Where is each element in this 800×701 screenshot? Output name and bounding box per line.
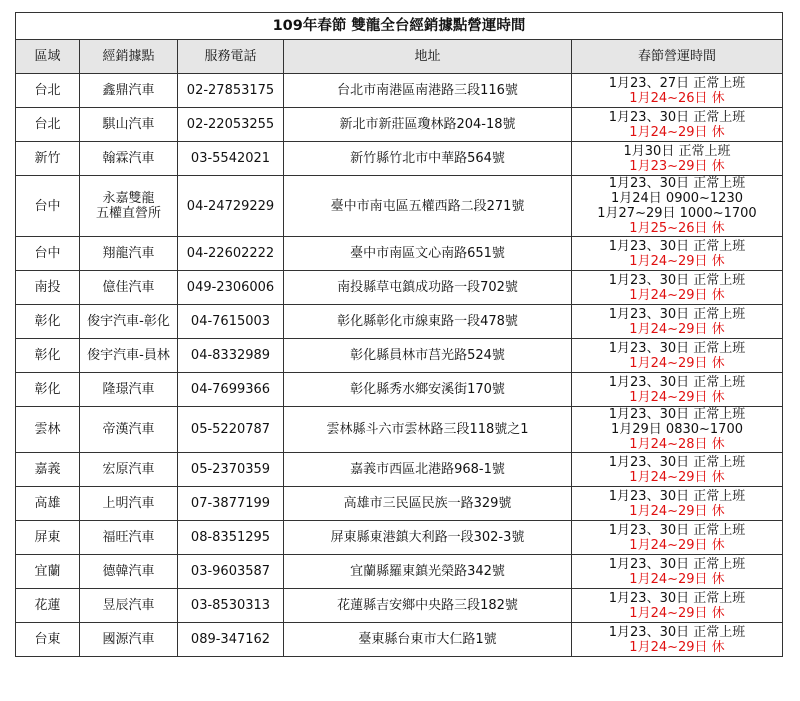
cell-region: 宜蘭 — [16, 555, 80, 589]
header-row — [16, 40, 783, 74]
closed-days: 1月24~29日 休 — [629, 639, 725, 655]
dealer-name-line: 億佳汽車 — [102, 280, 155, 295]
dealer-name-line: 翰霖汽車 — [102, 151, 155, 166]
cell-phone: 02-22053255 — [178, 108, 284, 142]
open-hours-line: 1月23、30日 正常上班 — [608, 306, 746, 322]
cell-address: 彰化縣員林市莒光路524號 — [284, 339, 572, 373]
cell-dealer — [80, 305, 178, 339]
open-hours-line: 1月29日 0830~1700 — [610, 422, 743, 437]
closed-days: 1月24~29日 休 — [629, 571, 725, 587]
cell-address: 屏東縣東港鎮大利路一段302-3號 — [284, 521, 572, 555]
cell-phone: 05-5220787 — [178, 407, 284, 453]
open-hours-line: 1月24日 0900~1230 — [610, 191, 743, 206]
title-row — [16, 13, 783, 40]
closed-days: 1月24~29日 休 — [629, 389, 725, 405]
open-hours-line: 1月23、30日 正常上班 — [608, 488, 746, 504]
table-body — [16, 74, 783, 657]
cell-hours — [572, 142, 783, 176]
cell-phone: 04-24729229 — [178, 176, 284, 237]
table-title: 109年春節 雙龍全台經銷據點營運時間 — [16, 13, 783, 40]
table-row — [16, 74, 783, 108]
open-hours-line: 1月23、30日 正常上班 — [608, 272, 746, 288]
cell-phone: 08-8351295 — [178, 521, 284, 555]
closed-days: 1月24~29日 休 — [629, 321, 725, 337]
cell-dealer — [80, 407, 178, 453]
cell-region: 台東 — [16, 623, 80, 657]
header-dealer: 經銷據點 — [80, 40, 178, 74]
cell-dealer — [80, 339, 178, 373]
header-region: 區域 — [16, 40, 80, 74]
cell-phone: 03-9603587 — [178, 555, 284, 589]
cell-dealer — [80, 74, 178, 108]
dealer-name-line: 俊宇汽車-彰化 — [87, 314, 170, 329]
dealer-name-line: 昱辰汽車 — [102, 598, 155, 613]
dealer-name-line: 國源汽車 — [102, 632, 155, 647]
cell-address: 彰化縣秀水鄉安溪街170號 — [284, 373, 572, 407]
table-row — [16, 487, 783, 521]
cell-region: 台北 — [16, 108, 80, 142]
cell-phone: 04-8332989 — [178, 339, 284, 373]
dealer-name-line: 翔龍汽車 — [102, 246, 155, 261]
open-hours-line: 1月23、30日 正常上班 — [608, 454, 746, 470]
closed-days: 1月24~29日 休 — [629, 469, 725, 485]
table-row — [16, 555, 783, 589]
cell-address: 高雄市三民區民族一路329號 — [284, 487, 572, 521]
table-row — [16, 271, 783, 305]
open-hours-line: 1月23、30日 正常上班 — [608, 522, 746, 538]
dealer-name-line: 宏原汽車 — [102, 462, 155, 477]
table-row — [16, 237, 783, 271]
open-hours-line: 1月23、30日 正常上班 — [608, 374, 746, 390]
cell-region: 花蓮 — [16, 589, 80, 623]
cell-region: 彰化 — [16, 305, 80, 339]
cell-region: 台北 — [16, 74, 80, 108]
table-row — [16, 453, 783, 487]
cell-address: 南投縣草屯鎮成功路一段702號 — [284, 271, 572, 305]
closed-days: 1月24~29日 休 — [629, 537, 725, 553]
closed-days: 1月24~28日 休 — [629, 437, 725, 452]
cell-address: 嘉義市西區北港路968-1號 — [284, 453, 572, 487]
table-row — [16, 373, 783, 407]
cell-hours — [572, 373, 783, 407]
cell-address: 台北市南港區南港路三段116號 — [284, 74, 572, 108]
cell-phone: 049-2306006 — [178, 271, 284, 305]
cell-phone: 04-22602222 — [178, 237, 284, 271]
closed-days: 1月23~29日 休 — [629, 158, 725, 174]
open-hours-line: 1月27~29日 1000~1700 — [597, 206, 757, 221]
cell-address: 雲林縣斗六市雲林路三段118號之1 — [284, 407, 572, 453]
header-phone: 服務電話 — [178, 40, 284, 74]
cell-phone: 04-7615003 — [178, 305, 284, 339]
dealer-name-line: 鑫鼎汽車 — [102, 83, 155, 98]
cell-hours — [572, 108, 783, 142]
cell-hours — [572, 74, 783, 108]
cell-region: 彰化 — [16, 339, 80, 373]
cell-address: 臺中市南區文心南路651號 — [284, 237, 572, 271]
cell-dealer — [80, 521, 178, 555]
schedule-sheet — [15, 12, 783, 657]
cell-hours — [572, 176, 783, 237]
dealer-name-line: 隆璟汽車 — [102, 382, 155, 397]
cell-phone: 04-7699366 — [178, 373, 284, 407]
cell-dealer — [80, 271, 178, 305]
table-row — [16, 339, 783, 373]
open-hours-line: 1月23、30日 正常上班 — [608, 238, 746, 254]
open-hours-line: 1月23、30日 正常上班 — [608, 407, 746, 422]
cell-dealer — [80, 142, 178, 176]
dealer-name-line: 上明汽車 — [102, 496, 155, 511]
cell-dealer — [80, 108, 178, 142]
open-hours-line: 1月23、30日 正常上班 — [608, 176, 746, 191]
cell-address: 新北市新莊區瓊林路204-18號 — [284, 108, 572, 142]
open-hours-line: 1月23、30日 正常上班 — [608, 556, 746, 572]
cell-dealer — [80, 487, 178, 521]
closed-days: 1月24~29日 休 — [629, 503, 725, 519]
cell-hours — [572, 237, 783, 271]
cell-phone: 03-8530313 — [178, 589, 284, 623]
table-row — [16, 407, 783, 453]
cell-region: 嘉義 — [16, 453, 80, 487]
cell-region: 高雄 — [16, 487, 80, 521]
dealer-name-line: 帝漢汽車 — [102, 422, 155, 437]
dealer-name-line: 俊宇汽車-員林 — [87, 348, 170, 363]
cell-hours — [572, 555, 783, 589]
cell-region: 新竹 — [16, 142, 80, 176]
cell-hours — [572, 407, 783, 453]
cell-region: 彰化 — [16, 373, 80, 407]
cell-hours — [572, 623, 783, 657]
cell-phone: 02-27853175 — [178, 74, 284, 108]
dealer-name-line: 德韓汽車 — [102, 564, 155, 579]
cell-hours — [572, 305, 783, 339]
dealer-name-line: 騏山汽車 — [102, 117, 155, 132]
cell-phone: 07-3877199 — [178, 487, 284, 521]
cell-dealer — [80, 555, 178, 589]
header-hours: 春節營運時間 — [572, 40, 783, 74]
open-hours-line: 1月23、30日 正常上班 — [608, 340, 746, 356]
cell-address: 花蓮縣吉安鄉中央路三段182號 — [284, 589, 572, 623]
closed-days: 1月25~26日 休 — [629, 221, 725, 236]
closed-days: 1月24~29日 休 — [629, 287, 725, 303]
cell-dealer — [80, 373, 178, 407]
dealer-name-line: 永嘉雙龍 — [102, 191, 155, 206]
cell-address: 新竹縣竹北市中華路564號 — [284, 142, 572, 176]
table-row — [16, 176, 783, 237]
closed-days: 1月24~29日 休 — [629, 605, 725, 621]
cell-address: 臺中市南屯區五權西路二段271號 — [284, 176, 572, 237]
closed-days: 1月24~26日 休 — [629, 90, 725, 106]
cell-hours — [572, 339, 783, 373]
table-row — [16, 589, 783, 623]
cell-address: 臺東縣台東市大仁路1號 — [284, 623, 572, 657]
cell-phone: 05-2370359 — [178, 453, 284, 487]
cell-hours — [572, 521, 783, 555]
cell-dealer — [80, 589, 178, 623]
cell-address: 宜蘭縣羅東鎮光榮路342號 — [284, 555, 572, 589]
cell-dealer — [80, 453, 178, 487]
closed-days: 1月24~29日 休 — [629, 253, 725, 269]
open-hours-line: 1月30日 正常上班 — [623, 143, 731, 159]
dealer-name-line: 福旺汽車 — [102, 530, 155, 545]
cell-phone: 03-5542021 — [178, 142, 284, 176]
cell-region: 台中 — [16, 237, 80, 271]
dealer-schedule-table — [15, 12, 783, 657]
cell-region: 台中 — [16, 176, 80, 237]
cell-region: 雲林 — [16, 407, 80, 453]
closed-days: 1月24~29日 休 — [629, 124, 725, 140]
open-hours-line: 1月23、27日 正常上班 — [608, 75, 746, 91]
cell-hours — [572, 589, 783, 623]
open-hours-line: 1月23、30日 正常上班 — [608, 109, 746, 125]
cell-region: 屏東 — [16, 521, 80, 555]
cell-dealer — [80, 176, 178, 237]
cell-hours — [572, 271, 783, 305]
table-row — [16, 305, 783, 339]
open-hours-line: 1月23、30日 正常上班 — [608, 590, 746, 606]
table-row — [16, 108, 783, 142]
dealer-name-line: 五權直營所 — [95, 206, 161, 221]
open-hours-line: 1月23、30日 正常上班 — [608, 624, 746, 640]
cell-region: 南投 — [16, 271, 80, 305]
table-row — [16, 521, 783, 555]
table-row — [16, 142, 783, 176]
cell-address: 彰化縣彰化市線東路一段478號 — [284, 305, 572, 339]
table-row — [16, 623, 783, 657]
cell-dealer — [80, 237, 178, 271]
closed-days: 1月24~29日 休 — [629, 355, 725, 371]
header-address: 地址 — [284, 40, 572, 74]
cell-hours — [572, 453, 783, 487]
cell-dealer — [80, 623, 178, 657]
cell-hours — [572, 487, 783, 521]
cell-phone: 089-347162 — [178, 623, 284, 657]
